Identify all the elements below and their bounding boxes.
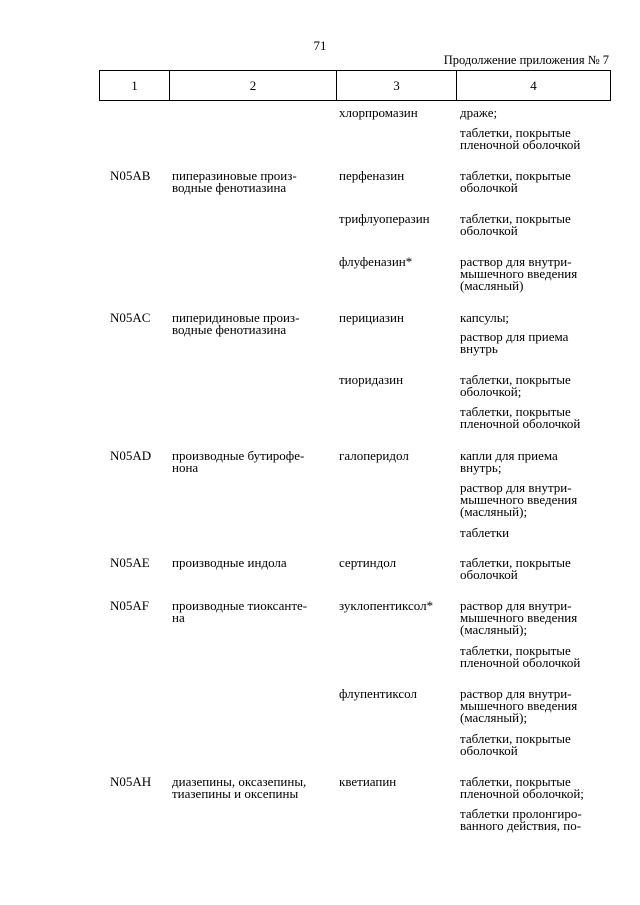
header-col-4: 4: [457, 71, 611, 101]
drug-name-cell: [339, 600, 433, 612]
dosage-form-cell: [460, 127, 580, 151]
dosage-form-cell: [460, 170, 571, 194]
cell-text-line: сертиндол: [339, 555, 397, 570]
cell-text-line: флупентиксол: [339, 686, 417, 701]
dosage-form-cell: [460, 406, 580, 430]
cell-text-line: тиоридазин: [339, 372, 404, 387]
cell-text-line: раствор для внутри-: [460, 480, 572, 495]
drug-name-cell: [339, 312, 404, 324]
group-name-cell: [172, 557, 287, 569]
cell-text-line: мышечного введения: [460, 698, 578, 713]
cell-text-line: таблетки, покрытые: [460, 555, 571, 570]
cell-text-line: раствор для приема: [460, 329, 569, 344]
dosage-form-cell: [460, 482, 577, 518]
cell-text-line: N05AF: [110, 598, 150, 613]
cell-text-line: нона: [172, 460, 199, 475]
dosage-form-cell: [460, 331, 568, 355]
cell-text-line: таблетки, покрытые: [460, 211, 571, 226]
drug-name-cell: [339, 256, 412, 268]
cell-text-line: оболочкой: [460, 223, 518, 238]
atc-code-cell: [110, 312, 150, 324]
cell-text-line: оболочкой: [460, 567, 518, 582]
atc-code-cell: [110, 776, 151, 788]
group-name-cell: [172, 170, 297, 194]
cell-text-line: мышечного введения: [460, 492, 578, 507]
dosage-form-cell: [460, 733, 571, 757]
cell-text-line: водные фенотиазина: [172, 322, 287, 337]
cell-text-line: хлорпромазин: [339, 105, 418, 120]
group-name-cell: [172, 776, 306, 800]
cell-text-line: N05AD: [110, 448, 152, 463]
cell-text-line: перициазин: [339, 310, 404, 325]
page-number: 71: [313, 38, 327, 53]
drug-name-cell: [339, 107, 418, 119]
cell-text-line: таблетки: [460, 525, 510, 540]
drug-name-cell: [339, 374, 403, 386]
dosage-form-cell: [460, 776, 584, 800]
cell-text-line: водные фенотиазина: [172, 180, 287, 195]
dosage-form-cell: [460, 688, 577, 724]
cell-text-line: (масляный);: [460, 504, 528, 519]
drug-name-cell: [339, 557, 396, 569]
drug-name-cell: [339, 450, 409, 462]
group-name-cell: [172, 312, 299, 336]
header-col-1: 1: [100, 71, 170, 101]
cell-text-line: таблетки, покрытые: [460, 643, 571, 658]
cell-text-line: пиперидиновые произ-: [172, 310, 300, 325]
cell-text-line: таблетки, покрытые: [460, 372, 571, 387]
dosage-form-cell: [460, 374, 571, 398]
cell-text-line: мышечного введения: [460, 610, 578, 625]
cell-text-line: раствор для внутри-: [460, 598, 572, 613]
cell-text-line: оболочкой: [460, 743, 518, 758]
cell-text-line: драже;: [460, 105, 498, 120]
cell-text-line: (масляный): [460, 278, 524, 293]
cell-text-line: таблетки, покрытые: [460, 731, 571, 746]
cell-text-line: производные тиоксанте-: [172, 598, 308, 613]
dosage-form-cell: [460, 557, 571, 581]
dosage-form-cell: [460, 312, 509, 324]
cell-text-line: флуфеназин*: [339, 254, 413, 269]
cell-text-line: мышечного введения: [460, 266, 578, 281]
cell-text-line: раствор для внутри-: [460, 686, 572, 701]
cell-text-line: производные бутирофе-: [172, 448, 305, 463]
cell-text-line: капсулы;: [460, 310, 510, 325]
cell-text-line: (масляный);: [460, 710, 528, 725]
dosage-form-cell: [460, 808, 582, 832]
cell-text-line: таблетки, покрытые: [460, 125, 571, 140]
cell-text-line: оболочкой: [460, 180, 518, 195]
dosage-form-cell: [460, 213, 571, 237]
drug-name-cell: [339, 776, 396, 788]
cell-text-line: трифлуоперазин: [339, 211, 430, 226]
cell-text-line: внутрь;: [460, 460, 502, 475]
cell-text-line: пленочной оболочкой;: [460, 786, 584, 801]
cell-text-line: (масляный);: [460, 622, 528, 637]
drug-name-cell: [339, 170, 404, 182]
cell-text-line: производные индола: [172, 555, 287, 570]
appendix-continuation-note: Продолжение приложения № 7: [443, 53, 609, 67]
cell-text-line: пленочной оболочкой: [460, 137, 581, 152]
cell-text-line: тиазепины и оксепины: [172, 786, 299, 801]
cell-text-line: пленочной оболочкой: [460, 655, 581, 670]
dosage-form-cell: [460, 645, 580, 669]
cell-text-line: внутрь: [460, 341, 498, 356]
atc-code-cell: [110, 557, 150, 569]
cell-text-line: N05AE: [110, 555, 150, 570]
atc-code-cell: [110, 450, 151, 462]
drug-name-cell: [339, 213, 430, 225]
header-col-2: 2: [170, 71, 337, 101]
cell-text-line: пиперазиновые произ-: [172, 168, 297, 183]
group-name-cell: [172, 450, 304, 474]
cell-text-line: пленочной оболочкой: [460, 416, 581, 431]
cell-text-line: галоперидол: [339, 448, 409, 463]
cell-text-line: на: [172, 610, 185, 625]
group-name-cell: [172, 600, 307, 624]
cell-text-line: оболочкой;: [460, 384, 522, 399]
drug-name-cell: [339, 688, 417, 700]
cell-text-line: перфеназин: [339, 168, 405, 183]
header-col-3: 3: [337, 71, 457, 101]
cell-text-line: таблетки, покрытые: [460, 168, 571, 183]
atc-code-cell: [110, 600, 149, 612]
cell-text-line: зуклопентиксол*: [339, 598, 434, 613]
atc-code-cell: [110, 170, 150, 182]
cell-text-line: таблетки, покрытые: [460, 774, 571, 789]
dosage-form-cell: [460, 107, 497, 119]
dosage-form-cell: [460, 600, 577, 636]
cell-text-line: N05AC: [110, 310, 151, 325]
dosage-form-cell: [460, 527, 509, 539]
cell-text-line: N05AH: [110, 774, 152, 789]
dosage-form-cell: [460, 256, 577, 292]
cell-text-line: диазепины, оксазепины,: [172, 774, 307, 789]
cell-text-line: таблетки, покрытые: [460, 404, 571, 419]
cell-text-line: капли для приема: [460, 448, 558, 463]
dosage-form-cell: [460, 450, 558, 474]
cell-text-line: кветиапин: [339, 774, 397, 789]
cell-text-line: таблетки пролонгиро-: [460, 806, 582, 821]
cell-text-line: раствор для внутри-: [460, 254, 572, 269]
cell-text-line: ванного действия, по-: [460, 818, 582, 833]
cell-text-line: N05AB: [110, 168, 151, 183]
